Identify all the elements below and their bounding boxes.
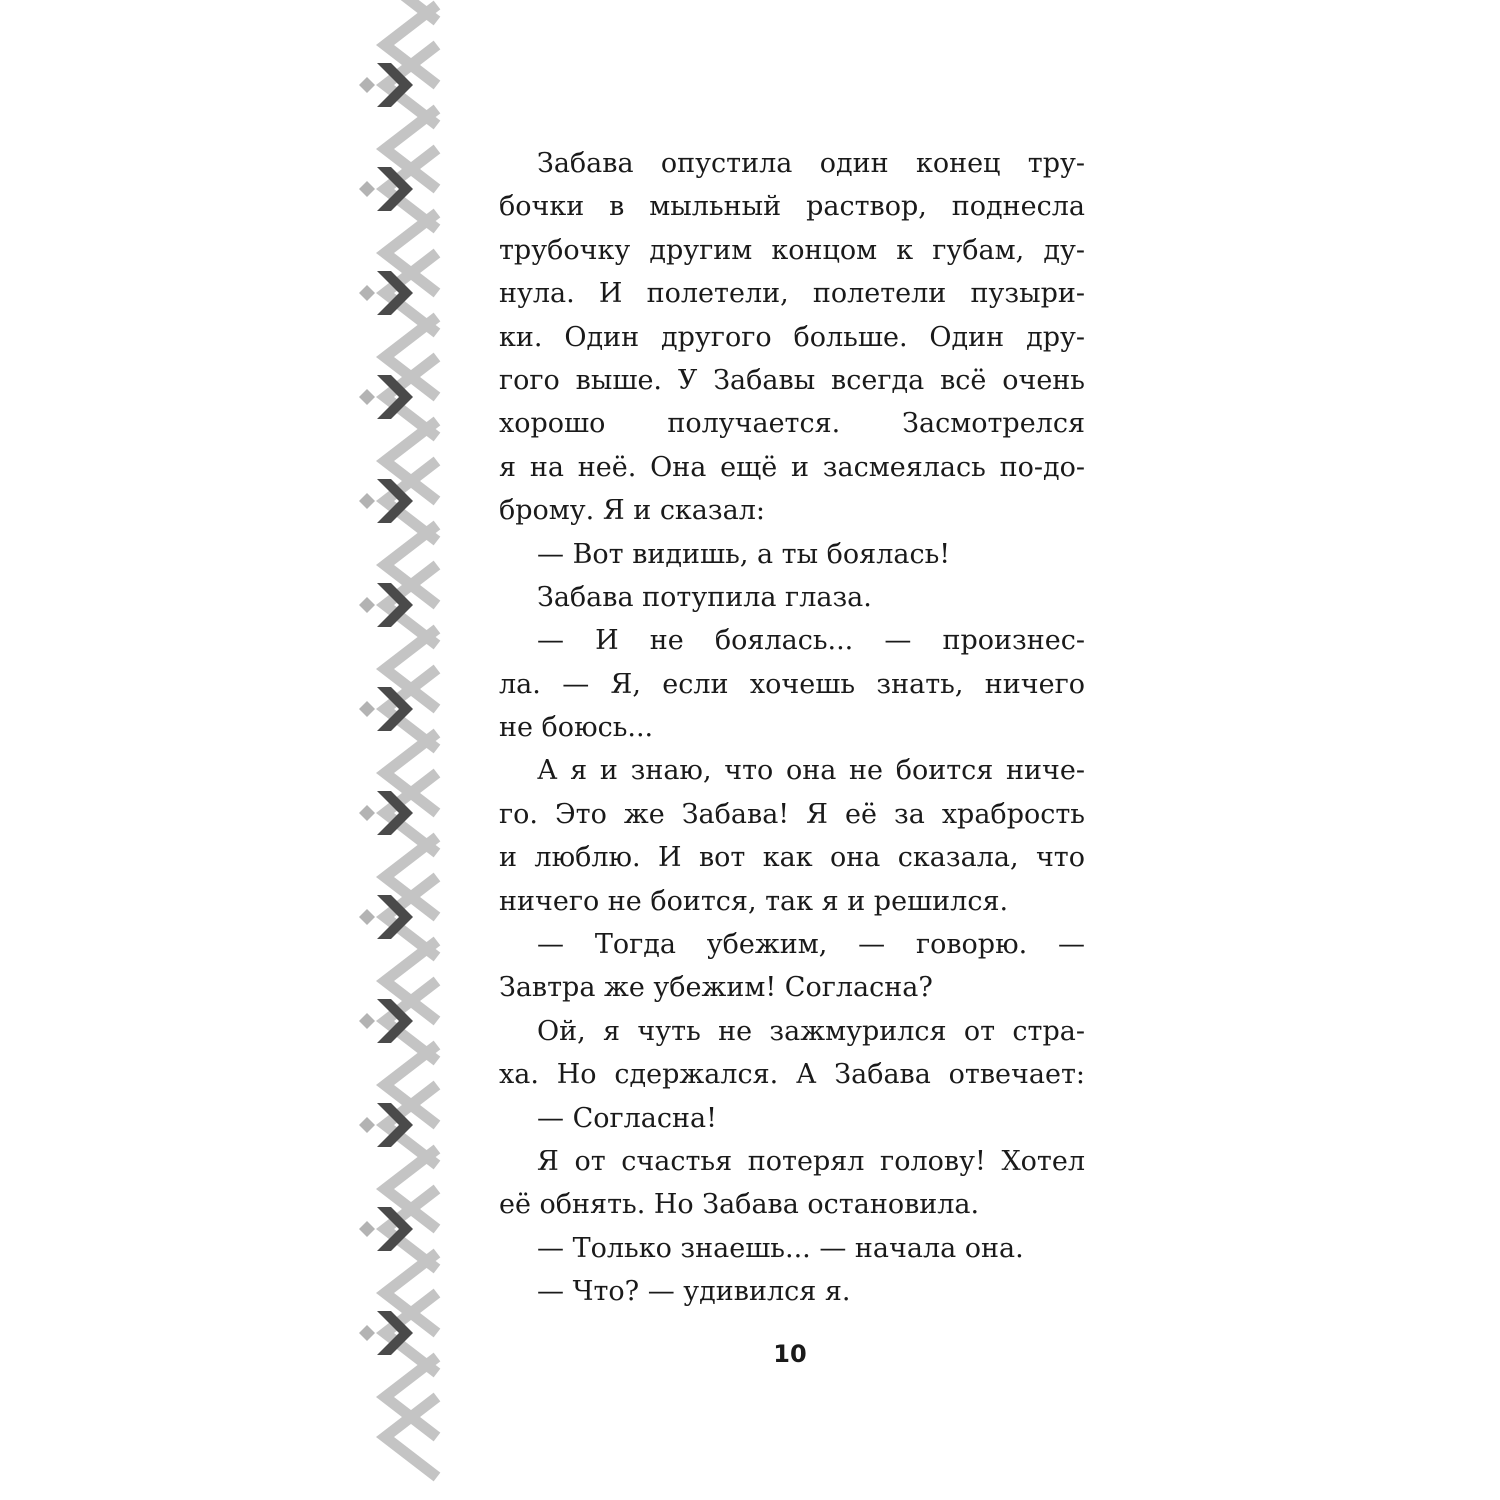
diamond-shape — [359, 597, 375, 613]
story-text — [499, 142, 1085, 1314]
text-line: — Вот видишь, а ты боялась! — [537, 538, 951, 570]
text-line: и люблю. И вот как она сказала, что — [499, 842, 1085, 874]
diamond-shape — [359, 1117, 375, 1133]
text-line: трубочку другим концом к губам, ду- — [499, 234, 1085, 266]
text-line: нула. И полетели, полетели пузыри- — [499, 278, 1085, 310]
text-line: — Только знаешь... — начала она. — [537, 1232, 1024, 1264]
text-line: ки. Один другого больше. Один дру- — [499, 321, 1085, 353]
text-line: Завтра же убежим! Согласна? — [499, 972, 933, 1004]
diamond-shape — [359, 909, 375, 925]
diamond-shape — [359, 285, 375, 301]
text-line: ла. — Я, если хочешь знать, ничего — [499, 668, 1085, 700]
diamond-shape — [359, 805, 375, 821]
text-line: ничего не боится, так я и решился. — [499, 885, 1009, 917]
diamond-shape — [359, 701, 375, 717]
text-line: я на неё. Она ещё и засмеялась по-до- — [499, 451, 1085, 483]
text-line: не боюсь... — [499, 712, 654, 744]
page-number: 10 — [773, 1340, 807, 1368]
chevron-ornament-border — [345, 0, 445, 1500]
text-line: — Согласна! — [537, 1102, 717, 1134]
text-line: бочки в мыльный раствор, поднесла — [499, 191, 1085, 223]
text-line: го. Это же Забава! Я её за храбрость — [499, 798, 1085, 830]
diamond-shape — [359, 77, 375, 93]
diamond-shape — [359, 389, 375, 405]
text-line: ха. Но сдержался. А Забава отвечает: — [499, 1059, 1085, 1091]
diamond-shape — [359, 1325, 375, 1341]
text-line: Я от счастья потерял голову! Хотел — [537, 1145, 1085, 1177]
text-line: — И не боялась... — произнес- — [537, 625, 1085, 657]
text-line: — Тогда убежим, — говорю. — — [537, 929, 1085, 961]
diamond-shape — [359, 1221, 375, 1237]
text-line: Забава опустила один конец тру- — [537, 148, 1085, 179]
text-line: А я и знаю, что она не боится ниче- — [537, 755, 1085, 787]
text-line: брому. Я и сказал: — [499, 495, 765, 527]
diamond-shape — [359, 493, 375, 509]
text-line: — Что? — удивился я. — [537, 1276, 851, 1308]
text-line: гого выше. У Забавы всегда всё очень — [499, 364, 1085, 396]
diamond-shape — [359, 1013, 375, 1029]
text-line: Ой, я чуть не зажмурился от стра- — [537, 1015, 1085, 1047]
text-line: Забава потупила глаза. — [537, 581, 872, 613]
diamond-shape — [359, 181, 375, 197]
text-line: её обнять. Но Забава остановила. — [499, 1189, 980, 1221]
text-line: хорошо получается. Засмотрелся — [499, 408, 1085, 440]
